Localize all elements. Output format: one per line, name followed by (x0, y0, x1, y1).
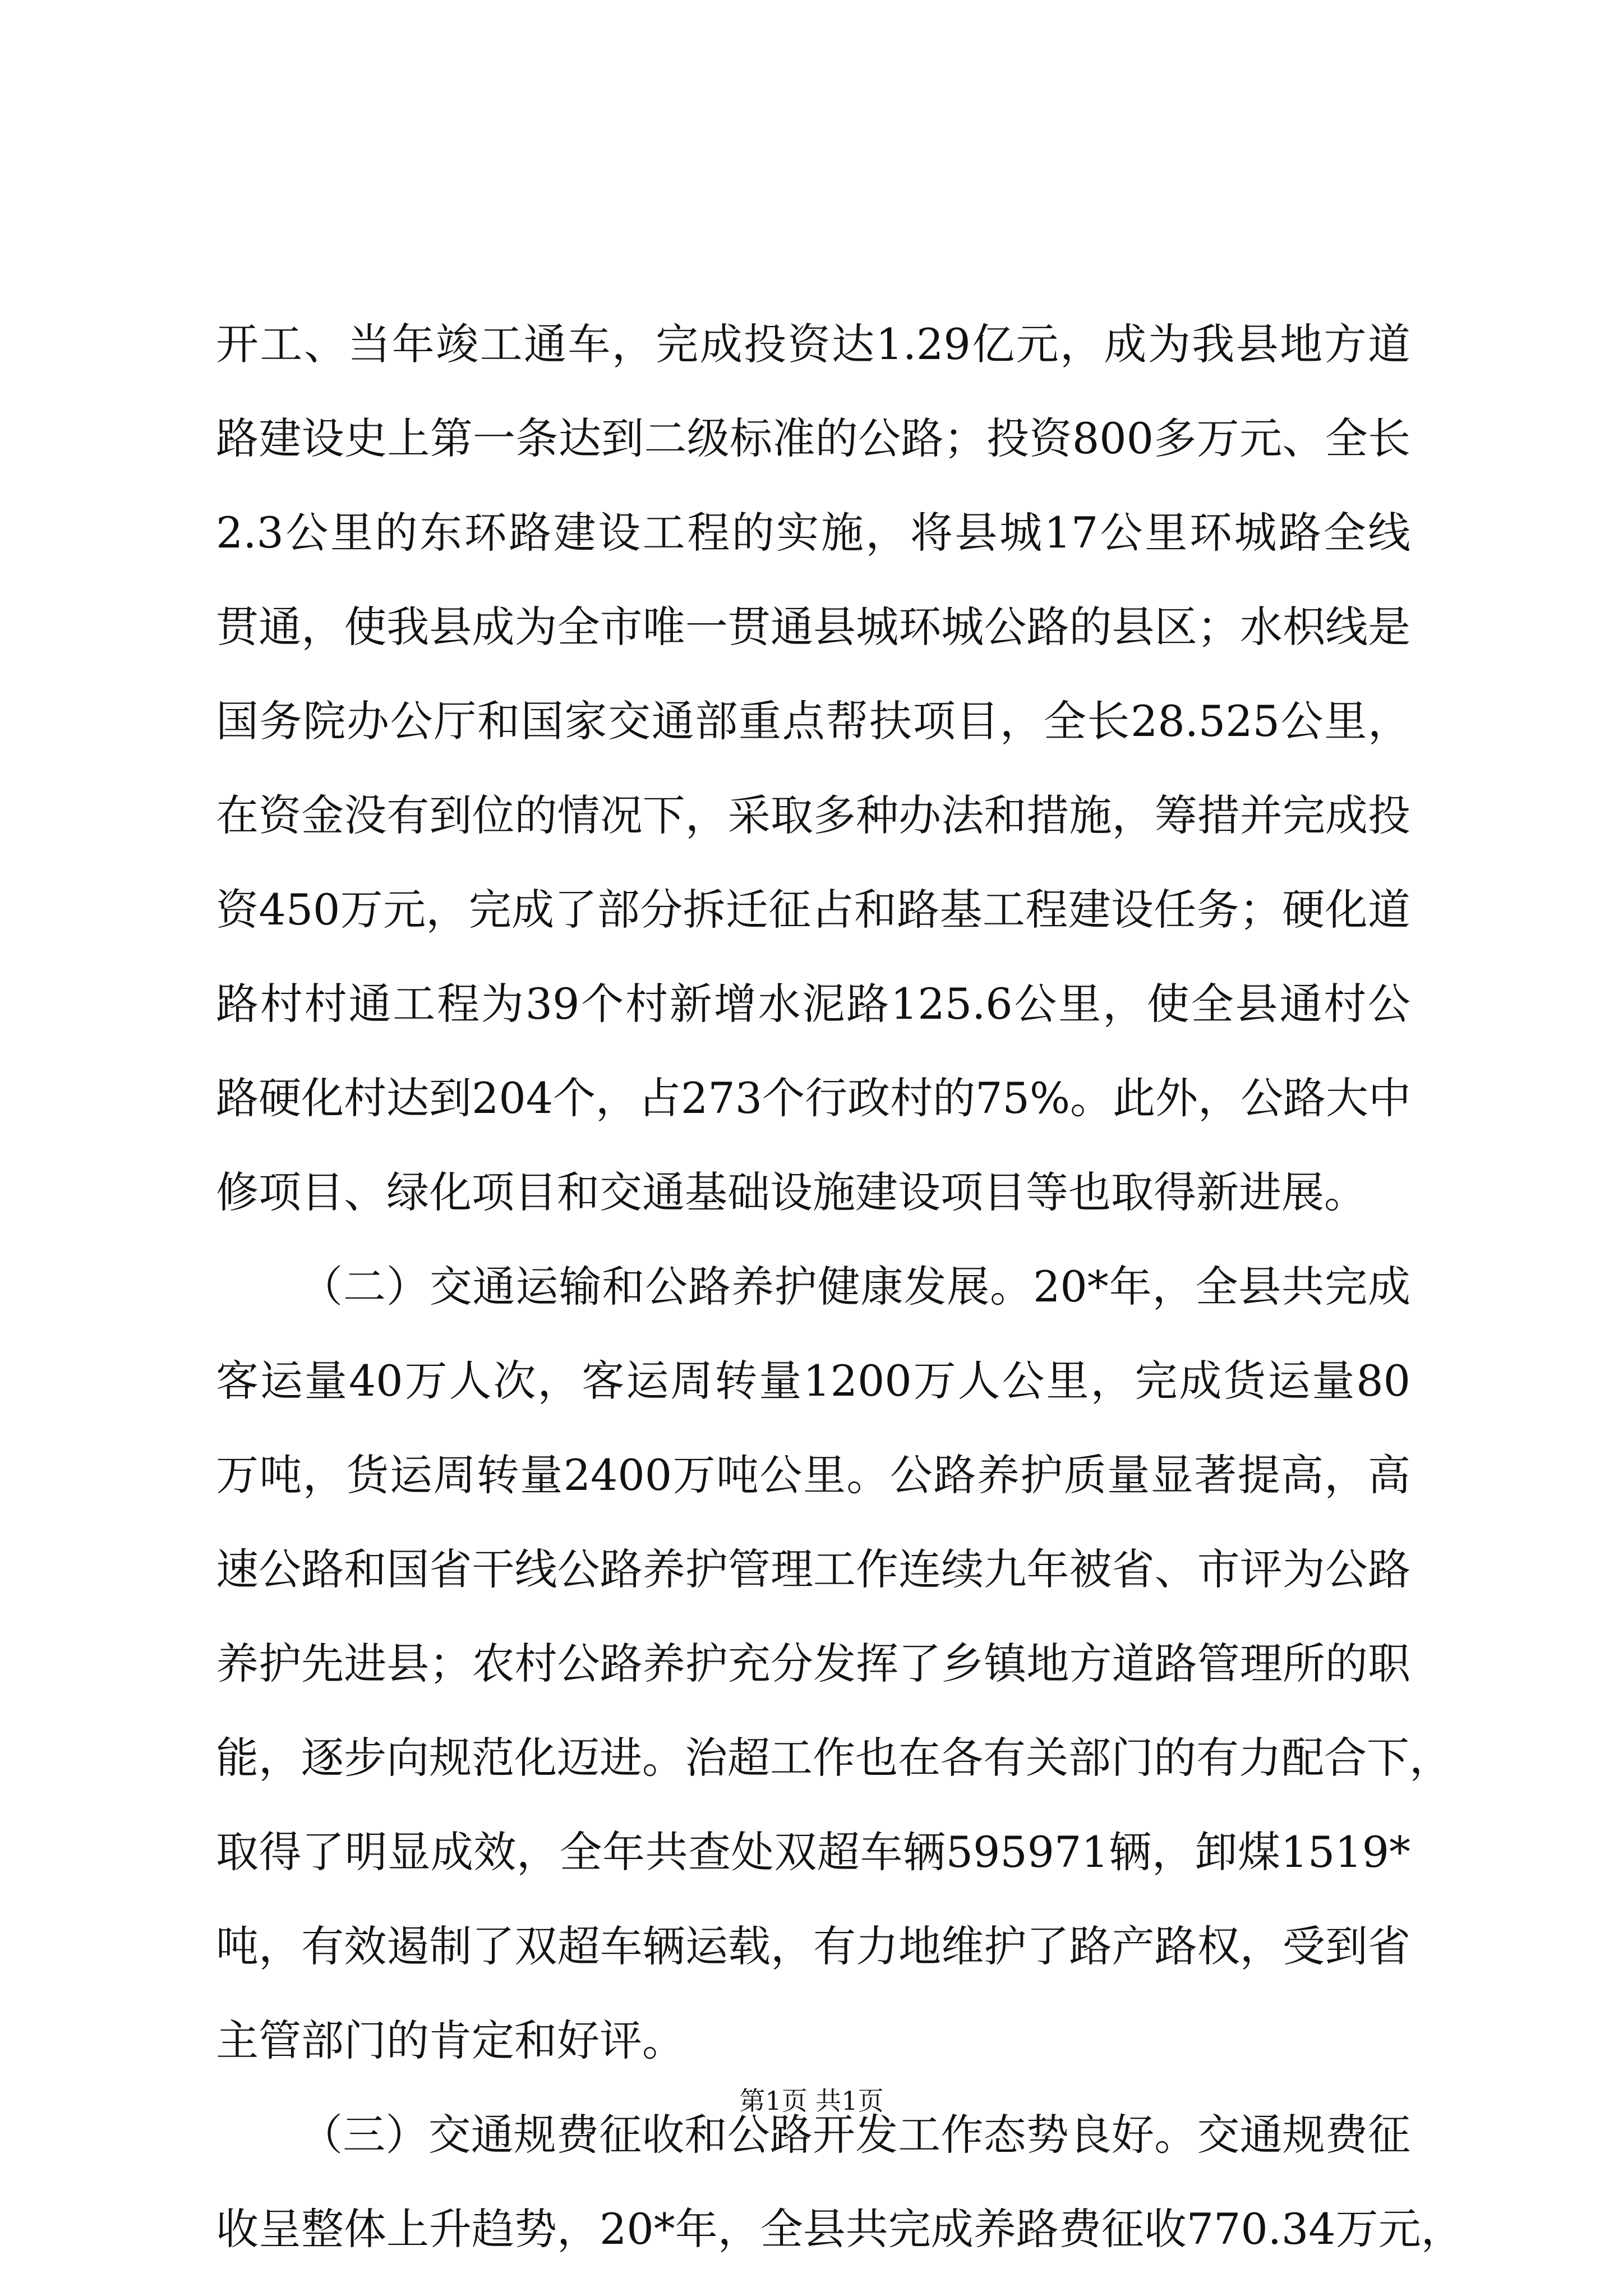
text-line: 开工、当年竣工通车，完成投资达1.29亿元，成为我县地方道 (216, 319, 1410, 369)
text-line: 国务院办公厅和国家交通部重点帮扶项目，全长28.525公里， (216, 696, 1410, 746)
paragraph-heading-2: （二）交通运输和公路养护健康发展。20*年，全县共完成 (300, 1262, 1410, 1312)
text-line: 速公路和国省干线公路养护管理工作连续九年被省、市评为公路 (216, 1544, 1410, 1594)
text-line: 取得了明显成效，全年共查处双超车辆595971辆，卸煤1519* (216, 1827, 1410, 1877)
text-line: 主管部门的肯定和好评。 (216, 2016, 685, 2065)
paragraph-heading-3: （三）交通规费征收和公路开发工作态势良好。交通规费征 (300, 2110, 1410, 2160)
text-line: 养护先进县；农村公路养护充分发挥了乡镇地方道路管理所的职 (216, 1639, 1410, 1688)
text-line: 路硬化村达到204个，占273个行政村的75%。此外，公路大中 (216, 1073, 1412, 1123)
page-footer: 第1页 共1页 (739, 2086, 884, 2116)
text-line: 路建设史上第一条达到二级标准的公路；投资800多万元、全长 (216, 413, 1410, 463)
text-line: 客运量40万人次，客运周转量1200万人公里，完成货运量80 (216, 1356, 1410, 1406)
text-line: 吨，有效遏制了双超车辆运载，有力地维护了路产路权，受到省 (216, 1921, 1410, 1971)
text-line: 资450万元，完成了部分拆迁征占和路基工程建设任务；硬化道 (216, 885, 1410, 935)
text-line: 贯通，使我县成为全市唯一贯通县城环城公路的县区；水枳线是 (216, 602, 1410, 652)
text-line: 能，逐步向规范化迈进。治超工作也在各有关部门的有力配合下， (216, 1733, 1452, 1783)
text-line: 在资金没有到位的情况下，采取多种办法和措施，筹措并完成投 (216, 790, 1410, 840)
body-text (216, 297, 1464, 2276)
text-line: 万吨，货运周转量2400万吨公里。公路养护质量显著提高，高 (216, 1450, 1410, 1500)
text-line: 2.3公里的东环路建设工程的实施，将县城17公里环城路全线 (216, 508, 1410, 558)
text-line: 收呈整体上升趋势，20*年，全县共完成养路费征收770.34万元， (216, 2204, 1464, 2254)
text-line: 路村村通工程为39个村新增水泥路125.6公里，使全县通村公 (216, 979, 1410, 1029)
text-line: 修项目、绿化项目和交通基础设施建设项目等也取得新进展。 (216, 1167, 1367, 1217)
